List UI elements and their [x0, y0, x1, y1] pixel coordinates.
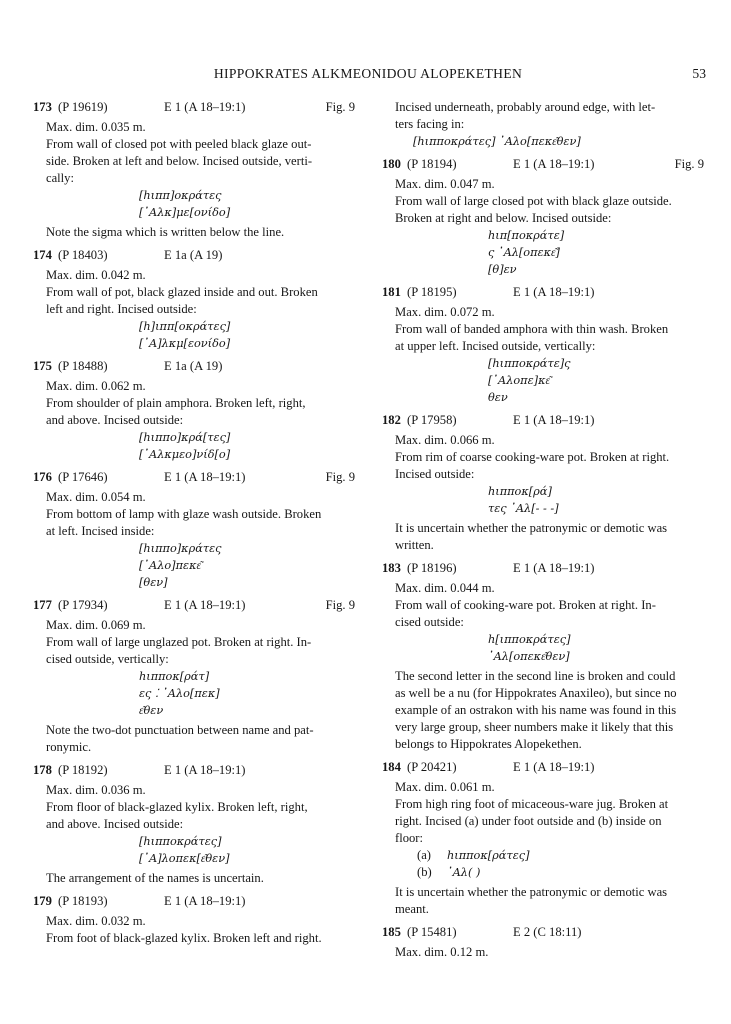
- inventory-number: (P 18194): [407, 157, 457, 171]
- inventory-number: (P 15481): [407, 925, 457, 939]
- note-line: meant.: [395, 902, 429, 916]
- entry-number: 173: [33, 100, 52, 114]
- inscription-line: τες ᾿Αλ[- - -]: [488, 502, 559, 515]
- inscription: [395, 355, 712, 406]
- entry-body: [382, 304, 712, 406]
- entry-heading: [33, 247, 363, 264]
- inscription-line: [hιπποκράτε]ς: [488, 357, 571, 370]
- figure-reference: Fig. 9: [674, 157, 704, 171]
- max-dimension: Max. dim. 0.054 m.: [46, 490, 146, 504]
- deposit-location: E 1 (A 18–19:1): [164, 763, 246, 777]
- entry-heading: [382, 284, 712, 301]
- note-line: The arrangement of the names is uncertain.: [46, 871, 264, 885]
- inscription-line: [θεν]: [139, 576, 168, 589]
- inscription: [46, 429, 363, 463]
- entry-number: 185: [382, 925, 401, 939]
- deposit-location: E 1 (A 18–19:1): [164, 894, 246, 908]
- inventory-number: (P 20421): [407, 760, 457, 774]
- catalogue-entry: [382, 924, 712, 961]
- inscription-line: h[ιπποκράτες]: [488, 633, 571, 646]
- inscription-line: [hιππο]κρά[τες]: [139, 431, 231, 444]
- entry-heading: [33, 469, 363, 486]
- entry-number: 174: [33, 248, 52, 262]
- inscription-line: [᾿Αλκμεο]νίδ[ο]: [139, 448, 231, 461]
- entry-number: 177: [33, 598, 52, 612]
- entry-heading: [33, 99, 363, 116]
- inventory-number: (P 17958): [407, 413, 457, 427]
- inscription: [46, 668, 363, 719]
- description-line: right. Incised (a) under foot outside and (b) inside on: [395, 814, 662, 828]
- description-line: and above. Incised outside:: [46, 413, 184, 427]
- description-line: at left. Incised inside:: [46, 524, 155, 538]
- max-dimension: Max. dim. 0.066 m.: [395, 433, 495, 447]
- entry-heading: [382, 156, 712, 173]
- description-line: ters facing in:: [395, 117, 465, 131]
- inscription: [395, 227, 712, 278]
- deposit-location: E 1a (A 19): [164, 248, 223, 262]
- description-line: From wall of large closed pot with black glaze outside.: [395, 194, 672, 208]
- entry-heading: [33, 762, 363, 779]
- description-line: floor:: [395, 831, 423, 845]
- entry-note: [382, 520, 712, 554]
- description-line: From wall of banded amphora with thin wash. Broken: [395, 322, 669, 336]
- inventory-number: (P 18195): [407, 285, 457, 299]
- description-line: Broken at right and below. Incised outside:: [395, 211, 612, 225]
- inscription-line: [hιπποκράτες] ᾿Αλο[πεκε͂θεν]: [413, 135, 581, 148]
- note-line: as well be a nu (for Hippokrates Anaxileo), but since no: [395, 686, 677, 700]
- inscription-line: hιπποκ[ράτες]: [447, 849, 530, 862]
- inscription-line: [᾿Αλο]πεκε͂: [139, 559, 201, 572]
- description-line: From shoulder of plain amphora. Broken left, right,: [46, 396, 306, 410]
- entry-note: [382, 884, 712, 918]
- inscription-line: [hιππο]κράτες: [139, 542, 222, 555]
- catalogue-entry: [33, 469, 363, 591]
- description-line: Incised underneath, probably around edge, with let-: [395, 100, 656, 114]
- description-line: cised outside, vertically:: [46, 652, 169, 666]
- description-line: From rim of coarse cooking-ware pot. Broken at right.: [395, 450, 670, 464]
- inventory-number: (P 17646): [58, 470, 108, 484]
- description-line: left and right. Incised outside:: [46, 302, 197, 316]
- inventory-number: (P 18193): [58, 894, 108, 908]
- max-dimension: Max. dim. 0.12 m.: [395, 945, 489, 959]
- entry-body: [33, 119, 363, 221]
- catalogue-entry: [382, 412, 712, 554]
- max-dimension: Max. dim. 0.036 m.: [46, 783, 146, 797]
- entry-body: [33, 782, 363, 867]
- entry-note: [33, 224, 363, 241]
- entry-body: [382, 432, 712, 517]
- inscription: [395, 847, 712, 881]
- note-line: belongs to Hippokrates Alopekethen.: [395, 737, 582, 751]
- entry-body: [382, 779, 712, 881]
- max-dimension: Max. dim. 0.047 m.: [395, 177, 495, 191]
- inscription-label: (b): [417, 865, 432, 879]
- catalogue-entry: [33, 893, 363, 947]
- inventory-number: (P 18192): [58, 763, 108, 777]
- inscription-line: ες ⁚ ᾿Αλο[πεκ]: [139, 687, 220, 700]
- entry-body: [33, 378, 363, 463]
- catalogue-entry: [382, 156, 712, 278]
- entry-heading: [382, 412, 712, 429]
- inscription-line: ς ᾿Αλ[οπεκε͂]: [488, 246, 560, 259]
- entry-number: 182: [382, 413, 401, 427]
- entry-heading: [33, 597, 363, 614]
- inscription: [395, 483, 712, 517]
- inventory-number: (P 19619): [58, 100, 108, 114]
- description-line: and above. Incised outside:: [46, 817, 184, 831]
- entry-note: [33, 722, 363, 756]
- description-line: at upper left. Incised outside, vertically:: [395, 339, 596, 353]
- figure-reference: Fig. 9: [325, 100, 355, 114]
- catalogue-entry: [33, 597, 363, 756]
- description-line: Incised outside:: [395, 467, 475, 481]
- description-line: From wall of pot, black glazed inside and out. Broken: [46, 285, 318, 299]
- continued-entry: [382, 99, 712, 150]
- entry-body: [382, 176, 712, 278]
- inscription: [395, 631, 712, 665]
- inscription-line: [h]ιππ[οκράτες]: [139, 320, 231, 333]
- entry-body: [382, 99, 712, 150]
- catalogue-entry: [33, 762, 363, 887]
- deposit-location: E 1 (A 18–19:1): [164, 470, 246, 484]
- description-line: cised outside:: [395, 615, 464, 629]
- entry-number: 175: [33, 359, 52, 373]
- inscription-line: [᾿Α]λκμ[εονίδο]: [139, 337, 231, 350]
- entry-body: [33, 913, 363, 947]
- figure-reference: Fig. 9: [325, 470, 355, 484]
- inscription-line: [hιπποκράτες]: [139, 835, 222, 848]
- deposit-location: E 1a (A 19): [164, 359, 223, 373]
- note-line: It is uncertain whether the patronymic or demotic was: [395, 521, 668, 535]
- inscription-line: hιπποκ[ρά]: [488, 485, 552, 498]
- deposit-location: E 1 (A 18–19:1): [513, 413, 595, 427]
- description-line: From wall of large unglazed pot. Broken at right. In-: [46, 635, 312, 649]
- note-line: Note the two-dot punctuation between name and pat-: [46, 723, 314, 737]
- inscription: [46, 318, 363, 352]
- description-line: From floor of black-glazed kylix. Broken left, right,: [46, 800, 308, 814]
- inscription-line: [᾿Αλοπε]κε͂: [488, 374, 550, 387]
- deposit-location: E 1 (A 18–19:1): [513, 157, 595, 171]
- entry-number: 178: [33, 763, 52, 777]
- entry-body: [382, 580, 712, 665]
- inscription: [395, 133, 712, 150]
- max-dimension: Max. dim. 0.072 m.: [395, 305, 495, 319]
- note-line: very large group, sheer numbers make it likely that this: [395, 720, 674, 734]
- note-line: The second letter in the second line is broken and could: [395, 669, 676, 683]
- max-dimension: Max. dim. 0.069 m.: [46, 618, 146, 632]
- max-dimension: Max. dim. 0.042 m.: [46, 268, 146, 282]
- right-column: [382, 99, 712, 967]
- page-header: [30, 66, 706, 84]
- inscription: [46, 833, 363, 867]
- inscription-line: [᾿Α]λοπεκ[ε͂θεν]: [139, 852, 230, 865]
- left-column: [33, 99, 363, 953]
- catalogue-entry: [382, 759, 712, 918]
- description-line: From foot of black-glazed kylix. Broken left and right.: [46, 931, 322, 945]
- entry-body: [382, 944, 712, 961]
- description-line: From bottom of lamp with glaze wash outside. Broken: [46, 507, 322, 521]
- inventory-number: (P 18196): [407, 561, 457, 575]
- catalogue-entry: [33, 247, 363, 352]
- inventory-number: (P 18488): [58, 359, 108, 373]
- entry-body: [33, 617, 363, 719]
- entry-number: 176: [33, 470, 52, 484]
- inscription-line: hιπ[ποκράτε]: [488, 229, 565, 242]
- entry-heading: [382, 924, 712, 941]
- catalogue-entry: [382, 284, 712, 406]
- note-line: Note the sigma which is written below the line.: [46, 225, 285, 239]
- inscription-line: ᾿Αλ( ): [447, 866, 481, 879]
- inscription-line: [hιππ]οκράτες: [139, 189, 222, 202]
- note-line: written.: [395, 538, 434, 552]
- inscription-row: [417, 864, 712, 881]
- max-dimension: Max. dim. 0.035 m.: [46, 120, 146, 134]
- entry-heading: [33, 358, 363, 375]
- note-line: It is uncertain whether the patronymic or demotic was: [395, 885, 668, 899]
- entry-body: [33, 267, 363, 352]
- max-dimension: Max. dim. 0.032 m.: [46, 914, 146, 928]
- entry-heading: [382, 759, 712, 776]
- inventory-number: (P 18403): [58, 248, 108, 262]
- max-dimension: Max. dim. 0.062 m.: [46, 379, 146, 393]
- inventory-number: (P 17934): [58, 598, 108, 612]
- deposit-location: E 2 (C 18:11): [513, 925, 582, 939]
- entry-number: 180: [382, 157, 401, 171]
- deposit-location: E 1 (A 18–19:1): [513, 561, 595, 575]
- description-line: side. Broken at left and below. Incised outside, verti-: [46, 154, 313, 168]
- description-line: cally:: [46, 171, 74, 185]
- inscription: [46, 540, 363, 591]
- entry-number: 183: [382, 561, 401, 575]
- entry-number: 184: [382, 760, 401, 774]
- inscription-label: (a): [417, 848, 431, 862]
- description-line: From wall of closed pot with peeled black glaze out-: [46, 137, 312, 151]
- page-number: 53: [692, 66, 706, 81]
- note-line: ronymic.: [46, 740, 92, 754]
- inscription-line: [᾿Αλκ]με[ονίδο]: [139, 206, 231, 219]
- inscription-line: θεν: [488, 391, 508, 404]
- max-dimension: Max. dim. 0.061 m.: [395, 780, 495, 794]
- entry-note: [33, 870, 363, 887]
- inscription-line: [θ]εν: [488, 263, 517, 276]
- entry-number: 179: [33, 894, 52, 908]
- max-dimension: Max. dim. 0.044 m.: [395, 581, 495, 595]
- catalogue-entry: [382, 560, 712, 753]
- entry-body: [33, 489, 363, 591]
- deposit-location: E 1 (A 18–19:1): [164, 598, 246, 612]
- inscription-line: ᾿Αλ[οπεκε͂θεν]: [488, 650, 570, 663]
- figure-reference: Fig. 9: [325, 598, 355, 612]
- catalogue-entry: [33, 99, 363, 241]
- inscription-row: [417, 847, 712, 864]
- deposit-location: E 1 (A 18–19:1): [513, 285, 595, 299]
- description-line: From wall of cooking-ware pot. Broken at right. In-: [395, 598, 656, 612]
- catalogue-entry: [33, 358, 363, 463]
- running-head: HIPPOKRATES ALKMEONIDOU ALOPEKETHEN: [213, 66, 523, 81]
- entry-heading: [33, 893, 363, 910]
- description-line: From high ring foot of micaceous-ware jug. Broken at: [395, 797, 669, 811]
- entry-note: [382, 668, 712, 753]
- note-line: example of an ostrakon with his name was found in this: [395, 703, 677, 717]
- inscription-line: hιπποκ[ράτ]: [139, 670, 210, 683]
- deposit-location: E 1 (A 18–19:1): [164, 100, 246, 114]
- inscription: [46, 187, 363, 221]
- entry-heading: [382, 560, 712, 577]
- deposit-location: E 1 (A 18–19:1): [513, 760, 595, 774]
- entry-number: 181: [382, 285, 401, 299]
- inscription-line: ε͂θεν: [139, 704, 164, 717]
